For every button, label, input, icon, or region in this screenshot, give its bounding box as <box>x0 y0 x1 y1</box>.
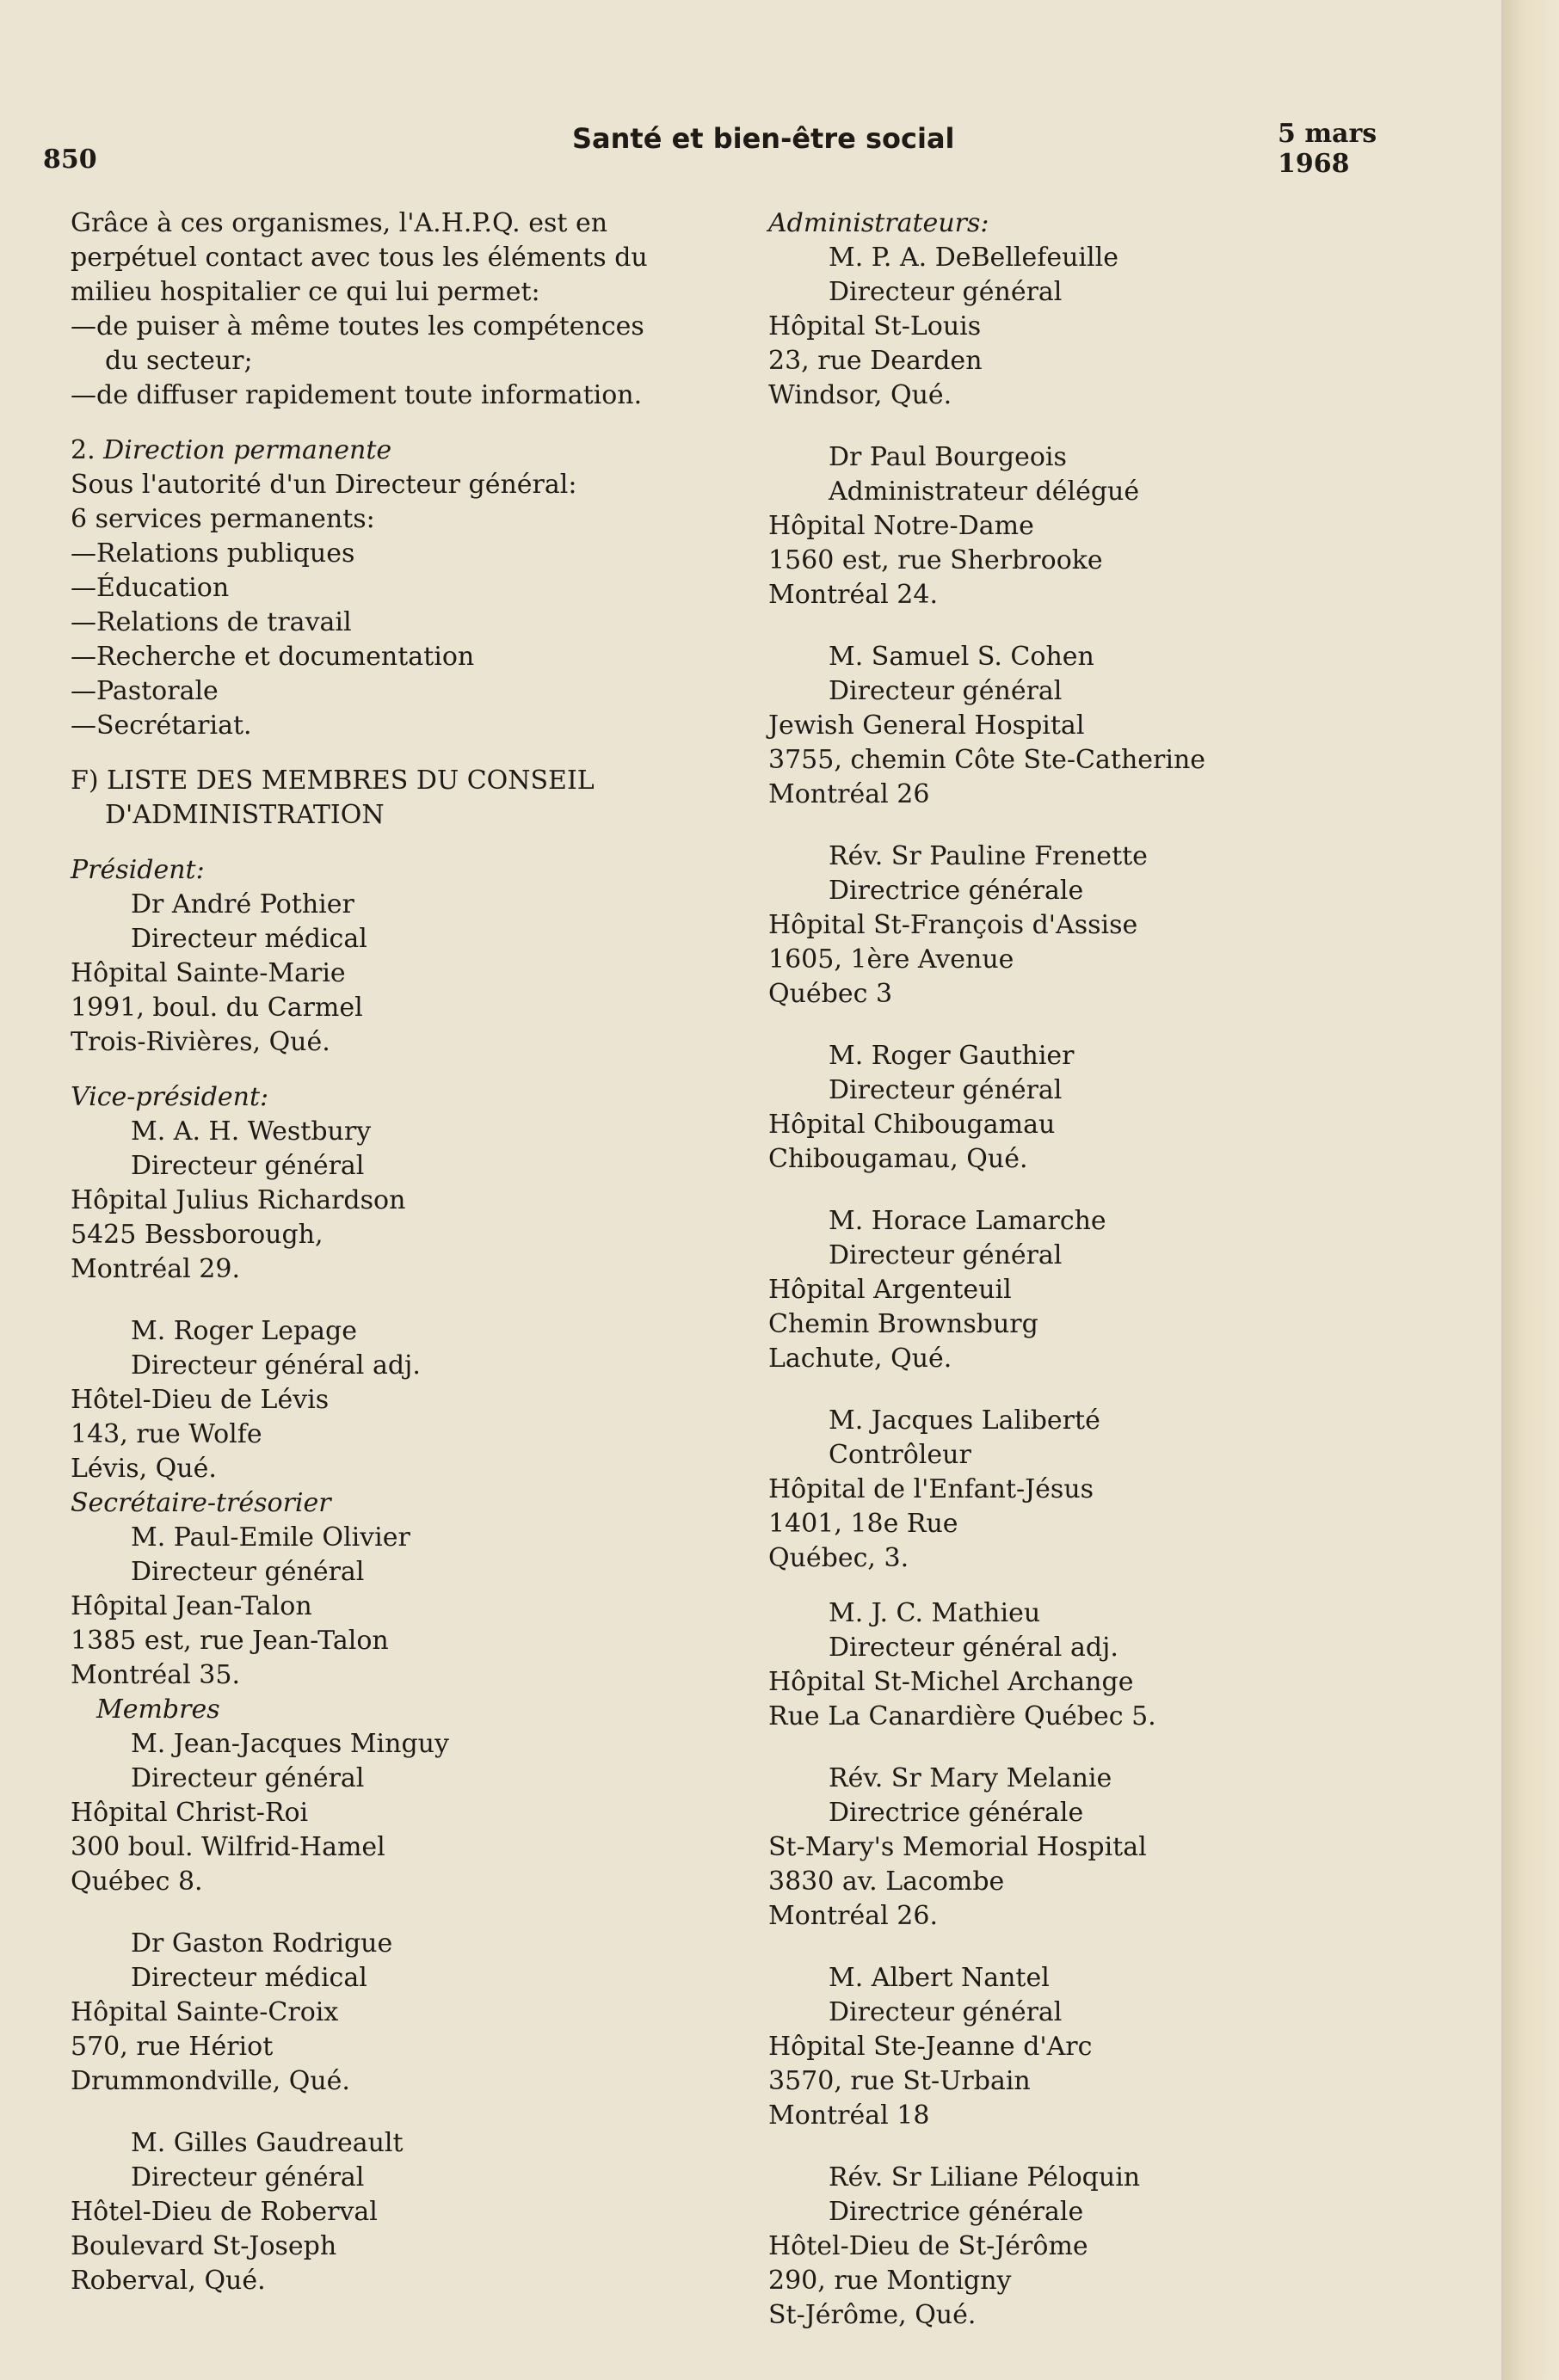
member-entry: M. Jacques Laliberté Contrôleur Hôpital de l'Enfant-Jésus 1401, 18e Rue Québec, 3. <box>768 1405 1100 1573</box>
text-line: 6 services permanents: <box>71 504 375 534</box>
role-label: Président: <box>71 855 205 885</box>
page-number: 850 <box>43 145 97 175</box>
member-entry: Rév. Sr Liliane Péloquin Directrice générale Hôtel-Dieu de St-Jérôme 290, rue Montigny St-Jérôme, Qué. <box>768 2162 1141 2330</box>
member-entry: M. Albert Nantel Directeur général Hôpital Ste-Jeanne d'Arc 3570, rue St-Urbain Montréal 18 <box>768 1963 1093 2131</box>
service-item: —Secrétariat. <box>71 710 252 741</box>
section-heading-f-cont: D'ADMINISTRATION <box>105 800 385 830</box>
role-label: Administrateurs: <box>768 208 989 238</box>
member-entry: Rév. Sr Mary Melanie Directrice générale St-Mary's Memorial Hospital 3830 av. Lacombe Montréal 26. <box>768 1763 1147 1931</box>
text-line: perpétuel contact avec tous les éléments du <box>71 243 648 273</box>
next-page-edge <box>1501 0 1559 2380</box>
section-heading-f: F) LISTE DES MEMBRES DU CONSEIL <box>71 766 595 796</box>
member-entry: M. A. H. Westbury Directeur général Hôpital Julius Richardson 5425 Bessborough, Montréal 29. <box>71 1116 406 1284</box>
text-line: Sous l'autorité d'un Directeur général: <box>71 470 577 500</box>
service-item: —Relations de travail <box>71 607 352 637</box>
text-line: du secteur; <box>105 346 253 376</box>
member-entry: M. Gilles Gaudreault Directeur général Hôtel-Dieu de Roberval Boulevard St-Joseph Roberval, Qué. <box>71 2128 404 2296</box>
member-entry: Dr André Pothier Directeur médical Hôpital Sainte-Marie 1991, boul. du Carmel Trois-Rivières, Qué. <box>71 889 367 1057</box>
role-label: Secrétaire-trésorier <box>71 1488 331 1518</box>
member-entry: Dr Paul Bourgeois Administrateur délégué Hôpital Notre-Dame 1560 est, rue Sherbrooke Montréal 24. <box>768 442 1140 610</box>
page-date: 5 mars 1968 <box>1278 119 1377 179</box>
member-entry: Dr Gaston Rodrigue Directeur médical Hôpital Sainte-Croix 570, rue Hériot Drummondville, Qué. <box>71 1928 393 2096</box>
intro-paragraph <box>71 206 750 413</box>
member-entry: Rév. Sr Pauline Frenette Directrice générale Hôpital St-François d'Assise 1605, 1ère Avenue Québec 3 <box>768 841 1148 1009</box>
member-entry: M. J. C. Mathieu Directeur général adj. Hôpital St-Michel Archange Rue La Canardière Québec 5. <box>768 1598 1156 1731</box>
member-entry: M. Jean-Jacques Minguy Directeur général Hôpital Christ-Roi 300 boul. Wilfrid-Hamel Québec 8. <box>71 1729 449 1897</box>
text-line: milieu hospitalier ce qui lui permet: <box>71 277 540 307</box>
member-entry: M. Horace Lamarche Directeur général Hôpital Argenteuil Chemin Brownsburg Lachute, Qué. <box>768 1206 1106 1374</box>
member-entry: M. P. A. DeBellefeuille Directeur général Hôpital St-Louis 23, rue Dearden Windsor, Qué. <box>768 243 1118 410</box>
running-title: Santé et bien-être social <box>572 122 955 155</box>
text-line: Grâce à ces organismes, l'A.H.P.Q. est en <box>71 208 608 238</box>
member-entry: M. Roger Gauthier Directeur général Hôpital Chibougamau Chibougamau, Qué. <box>768 1041 1075 1174</box>
member-entry: M. Paul-Emile Olivier Directeur général Hôpital Jean-Talon 1385 est, rue Jean-Talon Montréal 35. <box>71 1522 410 1690</box>
direction-heading: 2. Direction permanente <box>71 435 392 465</box>
service-item: —Recherche et documentation <box>71 642 475 672</box>
member-entry: M. Samuel S. Cohen Directeur général Jewish General Hospital 3755, chemin Côte Ste-Catherine Montréal 26 <box>768 642 1206 809</box>
left-column <box>71 206 750 2298</box>
role-label: Vice-président: <box>71 1082 269 1112</box>
service-item: —Pastorale <box>71 676 219 706</box>
role-label: Membres <box>96 1694 220 1725</box>
text-line: —de puiser à même toutes les compétences <box>71 311 644 341</box>
member-entry: M. Roger Lepage Directeur général adj. Hôtel-Dieu de Lévis 143, rue Wolfe Lévis, Qué. <box>71 1316 421 1484</box>
right-column <box>768 206 1293 2333</box>
text-line: —de diffuser rapidement toute information. <box>71 380 643 410</box>
page-header <box>43 119 1454 179</box>
service-item: —Relations publiques <box>71 538 355 569</box>
service-item: —Éducation <box>71 573 230 603</box>
